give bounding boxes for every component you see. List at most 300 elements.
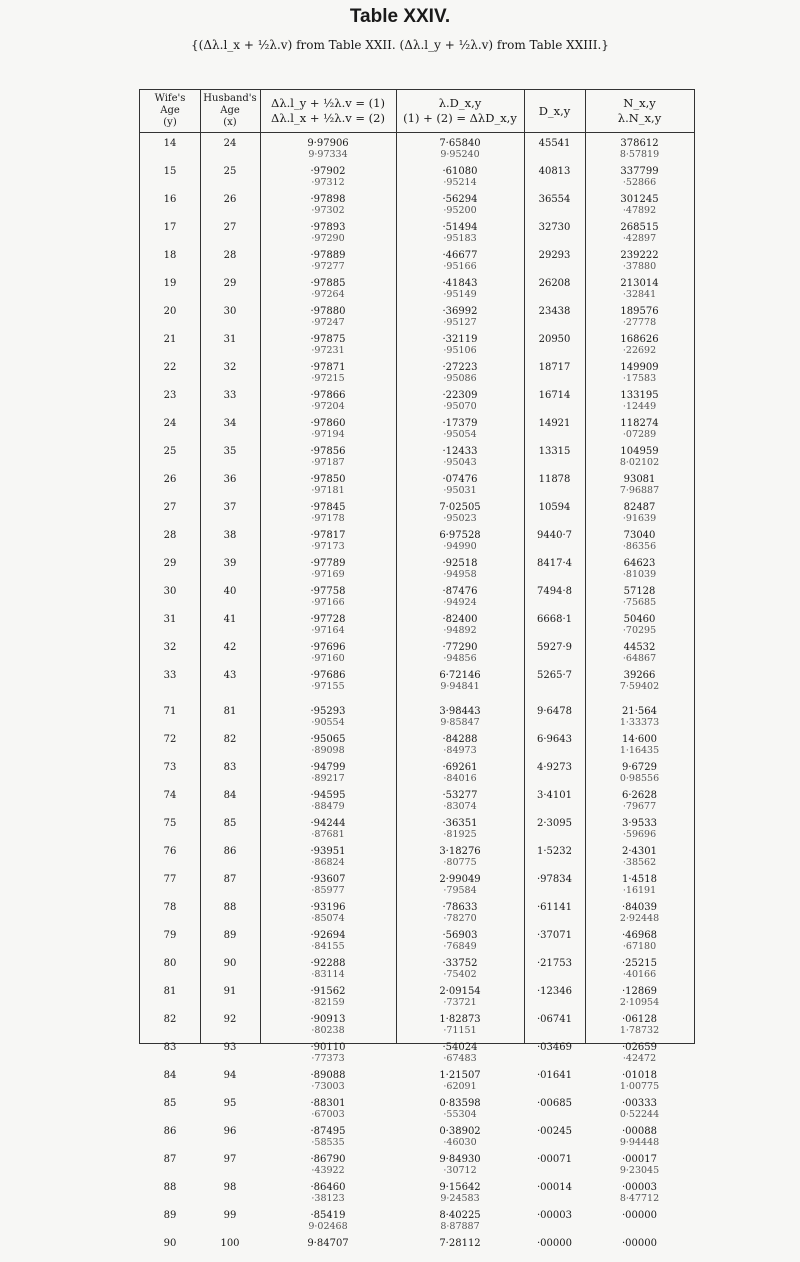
cell-x: 86 [223, 846, 237, 857]
cell-y: 73 [163, 762, 177, 773]
cell-d: 9440·7 [537, 530, 572, 541]
cell-y: 79 [163, 930, 177, 941]
cell-n1: 213014 [620, 278, 659, 289]
cell-n2: ·37880 [622, 261, 657, 272]
cell-b1: ·77290 [442, 642, 478, 653]
table-row [140, 898, 694, 926]
cell-n2: ·27778 [622, 317, 657, 328]
cell-d: ·00000 [537, 1238, 572, 1249]
cell-n2: 0·52244 [619, 1109, 660, 1120]
cell-x: 26 [223, 194, 237, 205]
cell-x: 24 [223, 138, 237, 149]
cell-d: ·00003 [537, 1210, 572, 1221]
cell-n2: 9·94448 [619, 1137, 660, 1148]
cell-b1: ·46677 [442, 250, 478, 261]
table-row [140, 162, 694, 190]
cell-n2: ·52866 [622, 177, 657, 188]
table-row [140, 786, 694, 814]
cell-a1: ·93607 [310, 874, 346, 885]
cell-b2: ·71151 [443, 1025, 477, 1036]
cell-d: 26208 [538, 278, 571, 289]
cell-a2: ·82159 [311, 997, 345, 1008]
table-row [140, 498, 694, 526]
cell-b2: ·94924 [443, 597, 477, 608]
cell-a2: ·85074 [311, 913, 345, 924]
cell-b1: ·56294 [442, 194, 478, 205]
cell-b1: ·87476 [442, 586, 478, 597]
cell-x: 97 [223, 1154, 237, 1165]
cell-b1: ·36992 [442, 306, 478, 317]
cell-a1: ·97902 [310, 166, 346, 177]
table-row [140, 330, 694, 358]
header-text: Age [220, 105, 240, 116]
cell-d: 23438 [538, 306, 571, 317]
cell-a1: ·97871 [310, 362, 346, 373]
table-row [140, 274, 694, 302]
cell-x: 29 [223, 278, 237, 289]
cell-a2: ·88479 [311, 801, 345, 812]
cell-a2: ·84155 [311, 941, 345, 952]
cell-n2: ·47892 [622, 205, 657, 216]
cell-x: 34 [223, 418, 237, 429]
cell-b2: 9·95240 [440, 149, 480, 160]
cell-b1: 0·83598 [439, 1098, 481, 1109]
cell-b1: ·92518 [442, 558, 478, 569]
cell-y: 74 [163, 790, 177, 801]
cell-x: 82 [223, 734, 237, 745]
cell-b1: ·22309 [442, 390, 478, 401]
cell-d: 8417·4 [537, 558, 572, 569]
header-lambda-d [396, 90, 524, 132]
cell-b1: 1·21507 [439, 1070, 481, 1081]
cell-a1: ·97728 [310, 614, 346, 625]
cell-a1: ·97696 [310, 642, 346, 653]
cell-y: 29 [163, 558, 177, 569]
cell-x: 87 [223, 874, 237, 885]
cell-n2: ·22692 [622, 345, 657, 356]
cell-b2: ·95200 [443, 205, 477, 216]
cell-y: 19 [163, 278, 177, 289]
cell-y: 76 [163, 846, 177, 857]
cell-b2: ·94990 [443, 541, 477, 552]
cell-n2: ·12449 [622, 401, 657, 412]
table-row [140, 134, 694, 162]
cell-y: 77 [163, 874, 177, 885]
cell-d: 20950 [538, 334, 571, 345]
cell-b1: 8·40225 [439, 1210, 481, 1221]
cell-n1: 14·600 [622, 734, 657, 745]
cell-n1: 6·2628 [622, 790, 657, 801]
page-title: Table XXIV. [349, 6, 451, 27]
cell-a2: ·97277 [311, 261, 345, 272]
cell-y: 72 [163, 734, 177, 745]
cell-y: 82 [163, 1014, 177, 1025]
cell-n2: ·42897 [622, 233, 657, 244]
cell-a1: ·90110 [310, 1042, 346, 1053]
cell-x: 100 [220, 1238, 240, 1249]
cell-a1: ·94244 [310, 818, 346, 829]
cell-a1: ·87495 [310, 1126, 346, 1137]
cell-n2: 8·47712 [619, 1193, 660, 1204]
cell-b1: 6·72146 [439, 670, 481, 681]
cell-a1: ·97789 [310, 558, 346, 569]
cell-a1: ·94799 [310, 762, 346, 773]
cell-n1: 118274 [620, 418, 659, 429]
cell-y: 75 [163, 818, 177, 829]
cell-x: 30 [223, 306, 237, 317]
table-row [140, 666, 694, 694]
cell-y: 81 [163, 986, 177, 997]
cell-d: 45541 [538, 138, 571, 149]
cell-b1: ·61080 [442, 166, 478, 177]
cell-a2: ·97155 [311, 681, 345, 692]
cell-y: 32 [163, 642, 177, 653]
table-row [140, 1038, 694, 1066]
header-text: (y) [163, 117, 177, 128]
cell-y: 17 [163, 222, 177, 233]
table-row [140, 1234, 694, 1262]
cell-n1: 133195 [620, 390, 659, 401]
cell-n2: ·07289 [622, 429, 657, 440]
cell-n2: 7·59402 [619, 681, 660, 692]
cell-d: 16714 [538, 390, 571, 401]
cell-x: 25 [223, 166, 237, 177]
cell-n1: ·84039 [622, 902, 657, 913]
cell-a1: ·93196 [310, 902, 346, 913]
cell-d: ·01641 [537, 1070, 572, 1081]
cell-n1: ·01018 [622, 1070, 657, 1081]
cell-n1: 21·564 [622, 706, 657, 717]
table-row [140, 190, 694, 218]
cell-b2: ·75402 [443, 969, 477, 980]
cell-b2: ·79584 [443, 885, 477, 896]
cell-x: 91 [223, 986, 237, 997]
cell-a1: ·92288 [310, 958, 346, 969]
cell-n1: ·00000 [622, 1210, 657, 1221]
cell-x: 99 [223, 1210, 237, 1221]
cell-b1: 1·82873 [439, 1014, 481, 1025]
cell-n2: ·86356 [622, 541, 657, 552]
header-text: (x) [223, 117, 237, 128]
cell-y: 33 [163, 670, 177, 681]
cell-a1: ·86460 [310, 1182, 346, 1193]
cell-a2: ·97178 [311, 513, 345, 524]
cell-b1: ·07476 [442, 474, 478, 485]
cell-a2: ·97169 [311, 569, 345, 580]
cell-n1: ·00088 [622, 1126, 657, 1137]
table-row [140, 1094, 694, 1122]
cell-x: 94 [223, 1070, 237, 1081]
cell-b2: ·95043 [443, 457, 477, 468]
cell-n2: ·64867 [622, 653, 657, 664]
cell-n1: 3·9533 [622, 818, 657, 829]
cell-b1: 7·28112 [439, 1238, 481, 1249]
cell-a1: ·97758 [310, 586, 346, 597]
cell-n2: ·38562 [622, 857, 657, 868]
cell-n1: 50460 [623, 614, 656, 625]
table-row [140, 842, 694, 870]
cell-a1: ·97856 [310, 446, 346, 457]
cell-n1: 73040 [623, 530, 656, 541]
cell-b2: ·30712 [443, 1165, 477, 1176]
cell-b1: 7·02505 [439, 502, 481, 513]
table-row [140, 758, 694, 786]
cell-x: 85 [223, 818, 237, 829]
cell-n1: 57128 [623, 586, 656, 597]
cell-a2: ·80238 [311, 1025, 345, 1036]
cell-n2: ·67180 [622, 941, 657, 952]
cell-x: 36 [223, 474, 237, 485]
cell-n2: 1·33373 [619, 717, 660, 728]
cell-n2: ·79677 [622, 801, 657, 812]
cell-a2: ·87681 [311, 829, 345, 840]
cell-a1: ·97860 [310, 418, 346, 429]
cell-b1: ·27223 [442, 362, 478, 373]
cell-n2: ·16191 [622, 885, 657, 896]
cell-d: 11878 [538, 474, 571, 485]
cell-a2: ·97173 [311, 541, 345, 552]
cell-n1: ·00000 [622, 1238, 657, 1249]
cell-n2: ·91639 [622, 513, 657, 524]
cell-b2: ·76849 [443, 941, 477, 952]
cell-n2: ·42472 [622, 1053, 657, 1064]
cell-n1: ·00017 [622, 1154, 657, 1165]
cell-d: ·97834 [537, 874, 572, 885]
cell-x: 32 [223, 362, 237, 373]
cell-d: 9·6478 [537, 706, 572, 717]
cell-a2: ·67003 [311, 1109, 345, 1120]
cell-d: 7494·8 [537, 586, 572, 597]
cell-b1: 3·18276 [439, 846, 481, 857]
header-text: Δλ.l_x + ½λ.v = (2) [271, 111, 385, 125]
table-subtitle: {(Δλ.l_x + ½λ.v) from Table XXII. (Δλ.l_y + ½λ.v) from Table XXIII.} [191, 38, 609, 52]
cell-a1: ·97885 [310, 278, 346, 289]
cell-n2: 1·00775 [619, 1081, 660, 1092]
cell-b1: ·56903 [442, 930, 478, 941]
header-text: N_x,y [623, 96, 656, 110]
cell-b2: ·46030 [443, 1137, 477, 1148]
cell-x: 89 [223, 930, 237, 941]
cell-x: 27 [223, 222, 237, 233]
cell-a1: ·97880 [310, 306, 346, 317]
cell-d: ·00685 [537, 1098, 572, 1109]
cell-b1: 9·15642 [439, 1182, 481, 1193]
cell-a1: ·90913 [310, 1014, 346, 1025]
cell-b1: 2·09154 [439, 986, 481, 997]
table-row [140, 386, 694, 414]
cell-x: 38 [223, 530, 237, 541]
header-delta-lambda [260, 90, 396, 132]
cell-n1: 2·4301 [622, 846, 657, 857]
table-row [140, 1066, 694, 1094]
cell-y: 15 [163, 166, 177, 177]
cell-n2: 8·02102 [619, 457, 660, 468]
cell-a1: ·85419 [310, 1210, 346, 1221]
cell-b1: ·36351 [442, 818, 478, 829]
cell-d: 32730 [538, 222, 571, 233]
cell-a2: 9·97334 [308, 149, 348, 160]
cell-b1: 7·65840 [439, 138, 481, 149]
cell-d: ·06741 [537, 1014, 572, 1025]
table-row [140, 926, 694, 954]
table-row [140, 218, 694, 246]
cell-x: 37 [223, 502, 237, 513]
cell-a1: ·97875 [310, 334, 346, 345]
cell-b1: 6·97528 [439, 530, 481, 541]
cell-b1: ·51494 [442, 222, 478, 233]
cell-b2: ·78270 [443, 913, 477, 924]
cell-a1: ·89088 [310, 1070, 346, 1081]
cell-x: 98 [223, 1182, 237, 1193]
cell-d: ·61141 [537, 902, 572, 913]
cell-x: 42 [223, 642, 237, 653]
cell-b2: ·95183 [443, 233, 477, 244]
cell-b2: 8·87887 [440, 1221, 480, 1232]
cell-d: ·21753 [537, 958, 572, 969]
header-text: Wife's [154, 93, 186, 104]
table-row [140, 730, 694, 758]
table-row [140, 358, 694, 386]
cell-b2: ·95086 [443, 373, 477, 384]
header-text: λ.D_x,y [438, 96, 482, 110]
cell-x: 83 [223, 762, 237, 773]
cell-a1: ·91562 [310, 986, 346, 997]
cell-n2: 2·92448 [619, 913, 660, 924]
header-husband-age [200, 90, 260, 132]
cell-y: 84 [163, 1070, 177, 1081]
cell-n2: 9·23045 [619, 1165, 660, 1176]
table-row [140, 302, 694, 330]
cell-b1: ·54024 [442, 1042, 478, 1053]
cell-x: 96 [223, 1126, 237, 1137]
cell-y: 14 [163, 138, 177, 149]
cell-n2: 7·96887 [619, 485, 660, 496]
cell-n1: ·25215 [622, 958, 657, 969]
cell-y: 88 [163, 1182, 177, 1193]
cell-n1: ·02659 [622, 1042, 657, 1053]
cell-n2: 8·57819 [619, 149, 660, 160]
cell-a1: ·88301 [310, 1098, 346, 1109]
cell-n2: ·81039 [622, 569, 657, 580]
cell-x: 41 [223, 614, 237, 625]
cell-d: 40813 [538, 166, 571, 177]
cell-b2: ·95031 [443, 485, 477, 496]
table-row [140, 442, 694, 470]
header-wife-age [140, 90, 200, 132]
cell-a2: ·90554 [311, 717, 345, 728]
cell-a2: ·43922 [311, 1165, 345, 1176]
cell-n2: 1·78732 [619, 1025, 660, 1036]
cell-d: 10594 [538, 502, 571, 513]
cell-y: 71 [163, 706, 177, 717]
cell-b1: ·32119 [442, 334, 478, 345]
cell-y: 80 [163, 958, 177, 969]
cell-a1: ·95293 [310, 706, 346, 717]
cell-b2: ·55304 [443, 1109, 477, 1120]
cell-b2: ·94856 [443, 653, 477, 664]
cell-x: 84 [223, 790, 237, 801]
cell-a2: ·77373 [311, 1053, 345, 1064]
cell-y: 25 [163, 446, 177, 457]
cell-n2: 1·16435 [619, 745, 660, 756]
cell-a2: ·97231 [311, 345, 345, 356]
table-row [140, 470, 694, 498]
cell-a2: ·86824 [311, 857, 345, 868]
cell-a1: ·97893 [310, 222, 346, 233]
cell-d: 2·3095 [537, 818, 572, 829]
cell-y: 30 [163, 586, 177, 597]
cell-n1: ·46968 [622, 930, 657, 941]
table-row [140, 702, 694, 730]
cell-a2: ·83114 [311, 969, 345, 980]
cell-n1: 268515 [620, 222, 659, 233]
cell-b2: ·62091 [443, 1081, 477, 1092]
cell-n1: 189576 [620, 306, 659, 317]
cell-d: 6·9643 [537, 734, 572, 745]
cell-y: 27 [163, 502, 177, 513]
cell-n1: ·12869 [622, 986, 657, 997]
header-divider [140, 132, 694, 133]
cell-n2: ·40166 [622, 969, 657, 980]
cell-a1: ·93951 [310, 846, 346, 857]
cell-y: 26 [163, 474, 177, 485]
cell-n1: ·00333 [622, 1098, 657, 1109]
cell-n1: ·00003 [622, 1182, 657, 1193]
cell-b1: ·84288 [442, 734, 478, 745]
cell-n1: 149909 [620, 362, 659, 373]
cell-a2: ·97181 [311, 485, 345, 496]
cell-y: 20 [163, 306, 177, 317]
cell-a2: ·97302 [311, 205, 345, 216]
cell-b2: ·95149 [443, 289, 477, 300]
cell-y: 22 [163, 362, 177, 373]
cell-d: 6668·1 [537, 614, 572, 625]
cell-n1: 82487 [623, 502, 656, 513]
cell-n2: ·70295 [622, 625, 657, 636]
cell-b1: 2·99049 [439, 874, 481, 885]
cell-y: 31 [163, 614, 177, 625]
cell-a1: ·97866 [310, 390, 346, 401]
cell-a1: ·86790 [310, 1154, 346, 1165]
cell-b1: ·17379 [442, 418, 478, 429]
cell-a2: ·97215 [311, 373, 345, 384]
cell-x: 43 [223, 670, 237, 681]
cell-b1: ·69261 [442, 762, 478, 773]
cell-a2: ·85977 [311, 885, 345, 896]
cell-d: 29293 [538, 250, 571, 261]
cell-a2: ·97290 [311, 233, 345, 244]
cell-b2: ·95023 [443, 513, 477, 524]
cell-a1: ·95065 [310, 734, 346, 745]
cell-x: 93 [223, 1042, 237, 1053]
cell-x: 40 [223, 586, 237, 597]
cell-y: 24 [163, 418, 177, 429]
cell-b1: 0·38902 [439, 1126, 481, 1137]
cell-a2: ·97247 [311, 317, 345, 328]
cell-n2: 0·98556 [619, 773, 660, 784]
cell-n1: 9·6729 [622, 762, 657, 773]
cell-a2: ·97264 [311, 289, 345, 300]
cell-a2: 9·02468 [308, 1221, 348, 1232]
cell-a2: ·97194 [311, 429, 345, 440]
cell-y: 83 [163, 1042, 177, 1053]
cell-a2: ·73003 [311, 1081, 345, 1092]
cell-y: 18 [163, 250, 177, 261]
table-row [140, 526, 694, 554]
cell-y: 16 [163, 194, 177, 205]
cell-a1: ·92694 [310, 930, 346, 941]
header-text: Age [160, 105, 180, 116]
